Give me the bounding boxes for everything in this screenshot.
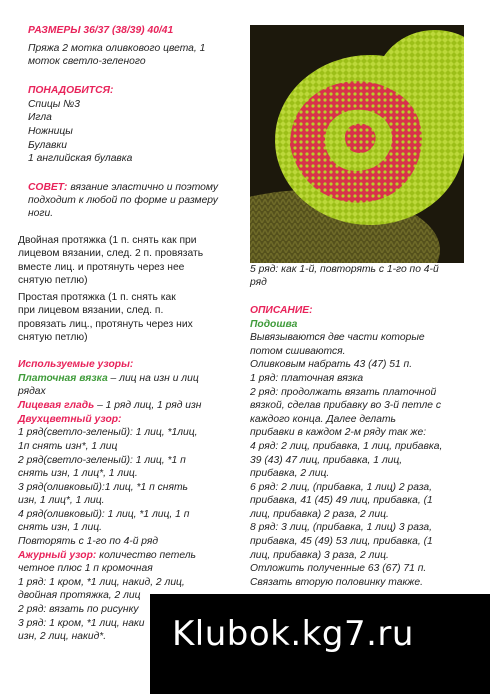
simple-line-3: провязать лиц., протянуть через них xyxy=(18,319,193,330)
watermark-text: Klubok.kg7.ru xyxy=(172,614,414,654)
openwork-label: Ажурный узор: xyxy=(18,550,97,561)
stockinette-line xyxy=(18,399,201,412)
row-1b: 1п снять изн*, 1 лиц xyxy=(18,441,118,452)
need-item: 1 английская булавка xyxy=(28,153,133,164)
row-5-line: 5 ряд: как 1-й, повторять с 1-го по 4-й xyxy=(250,264,439,275)
row-2b: снять изн, 1 лиц*, 1 лиц. xyxy=(18,468,138,479)
simple-line-4: снятую петлю) xyxy=(18,332,88,343)
ow-row-2: 2 ряд: вязать по рисунку xyxy=(18,604,139,615)
patterns-title: Используемые узоры: xyxy=(18,359,134,370)
sole-line: 4 ряд: 2 лиц, прибавка, 1 лиц, прибавка, xyxy=(250,441,443,452)
tip-line-2: подходит к любой по форме и размеру xyxy=(28,195,218,206)
garter-text: – лиц на изн и лиц xyxy=(107,373,199,384)
openwork-text: количество петель xyxy=(96,550,196,561)
sole-line: вязкой, сделав прибавку во 3-й петле с xyxy=(250,400,441,411)
need-item: Ножницы xyxy=(28,126,73,137)
tip-text: вязание эластично и поэтому xyxy=(67,182,218,193)
stockinette-label: Лицевая гладь xyxy=(18,400,95,411)
sole-line: 2 ряд: продолжать вязать платочной xyxy=(250,387,437,398)
sole-line: Связать вторую половинку также. xyxy=(250,577,423,588)
row-3a: 3 ряд(оливковый):1 лиц, *1 п снять xyxy=(18,482,188,493)
double-line-1: Двойная протяжка (1 п. снять как при xyxy=(18,235,197,246)
openwork-line xyxy=(18,549,196,562)
need-item: Булавки xyxy=(28,140,68,151)
stockinette-text: – 1 ряд лиц, 1 ряд изн xyxy=(94,400,202,411)
openwork-line-2: четное плюс 1 п кромочная xyxy=(18,563,153,574)
description-title: ОПИСАНИЕ: xyxy=(250,305,313,316)
sole-line: Вывязываются две части которые xyxy=(250,332,425,343)
twocolor-title: Двухцветный узор: xyxy=(18,414,122,425)
simple-line-2: при лицевом вязании, след. п. xyxy=(18,305,164,316)
sole-line: потом сшиваются. xyxy=(250,346,346,357)
sole-line: 6 ряд: 2 лиц, (прибавка, 1 лиц) 2 раза, xyxy=(250,482,432,493)
slipper-photo xyxy=(250,25,464,263)
sole-line: 8 ряд: 3 лиц, (прибавка, 1 лиц) 3 раза, xyxy=(250,522,432,533)
tip-line-1 xyxy=(28,181,218,194)
sole-line: каждого конца. Далее делать xyxy=(250,414,396,425)
sole-line: прибавки в каждом 2-м ряду так же: xyxy=(250,427,427,438)
garter-line-2: рядах xyxy=(18,386,46,397)
sole-line: Отложить полученные 63 (67) 71 п. xyxy=(250,563,427,574)
simple-line-1: Простая протяжка (1 п. снять как xyxy=(18,292,176,303)
need-item: Игла xyxy=(28,112,52,123)
sole-line: лиц, прибавка) 2 раза, 2 лиц. xyxy=(250,509,389,520)
need-item: Спицы №3 xyxy=(28,99,81,110)
sizes-title: РАЗМЕРЫ 36/37 (38/39) 40/41 xyxy=(28,25,174,36)
garter-label: Платочная вязка xyxy=(18,373,108,384)
ow-row-3b: изн, 2 лиц, накид*. xyxy=(18,631,107,642)
row-5-line-2: ряд xyxy=(250,277,267,288)
row-1a: 1 ряд(светло-зеленый): 1 лиц, *1лиц, xyxy=(18,427,198,438)
sole-line: прибавка, 41 (45) 49 лиц, прибавка, (1 xyxy=(250,495,433,506)
ow-row-3a: 3 ряд: 1 кром, *1 лиц, наки xyxy=(18,618,145,629)
ow-row-1a: 1 ряд: 1 кром, *1 лиц, накид, 2 лиц, xyxy=(18,577,185,588)
repeat-line: Повторять с 1-го по 4-й ряд xyxy=(18,536,159,547)
row-4a: 4 ряд(оливковый): 1 лиц, *1 лиц, 1 п xyxy=(18,509,190,520)
sole-line: прибавка, 45 (49) 53 лиц, прибавка, (1 xyxy=(250,536,433,547)
knitted-rose-image xyxy=(250,25,464,263)
garter-line xyxy=(18,372,199,385)
yarn-line-1: Пряжа 2 мотка оливкового цвета, 1 xyxy=(28,43,206,54)
double-line-4: снятую петлю) xyxy=(18,275,88,286)
sole-line: Оливковым набрать 43 (47) 51 п. xyxy=(250,359,413,370)
row-3b: изн, 1 лиц*, 1 лиц. xyxy=(18,495,105,506)
sole-line: лиц, прибавка) 3 раза, 2 лиц. xyxy=(250,550,389,561)
yarn-line-2: моток светло-зеленого xyxy=(28,56,146,67)
double-line-3: вместе лиц. и протянуть через нее xyxy=(18,262,185,273)
watermark-box xyxy=(150,594,490,694)
sole-title: Подошва xyxy=(250,319,298,330)
need-title: ПОНАДОБИТСЯ: xyxy=(28,85,114,96)
tip-line-3: ноги. xyxy=(28,208,54,219)
row-2a: 2 ряд(светло-зеленый): 1 лиц, *1 п xyxy=(18,455,186,466)
tip-label: СОВЕТ: xyxy=(28,182,68,193)
sole-line: 39 (43) 47 лиц, прибавка, 1 лиц, xyxy=(250,455,403,466)
ow-row-1b: двойная протяжка, 2 лиц xyxy=(18,590,141,601)
double-line-2: лицевом вязании, след. 2 п. провязать xyxy=(18,248,204,259)
sole-line: 1 ряд: платочная вязка xyxy=(250,373,364,384)
sole-line: прибавка, 2 лиц. xyxy=(250,468,330,479)
row-4b: снять изн, 1 лиц. xyxy=(18,522,102,533)
